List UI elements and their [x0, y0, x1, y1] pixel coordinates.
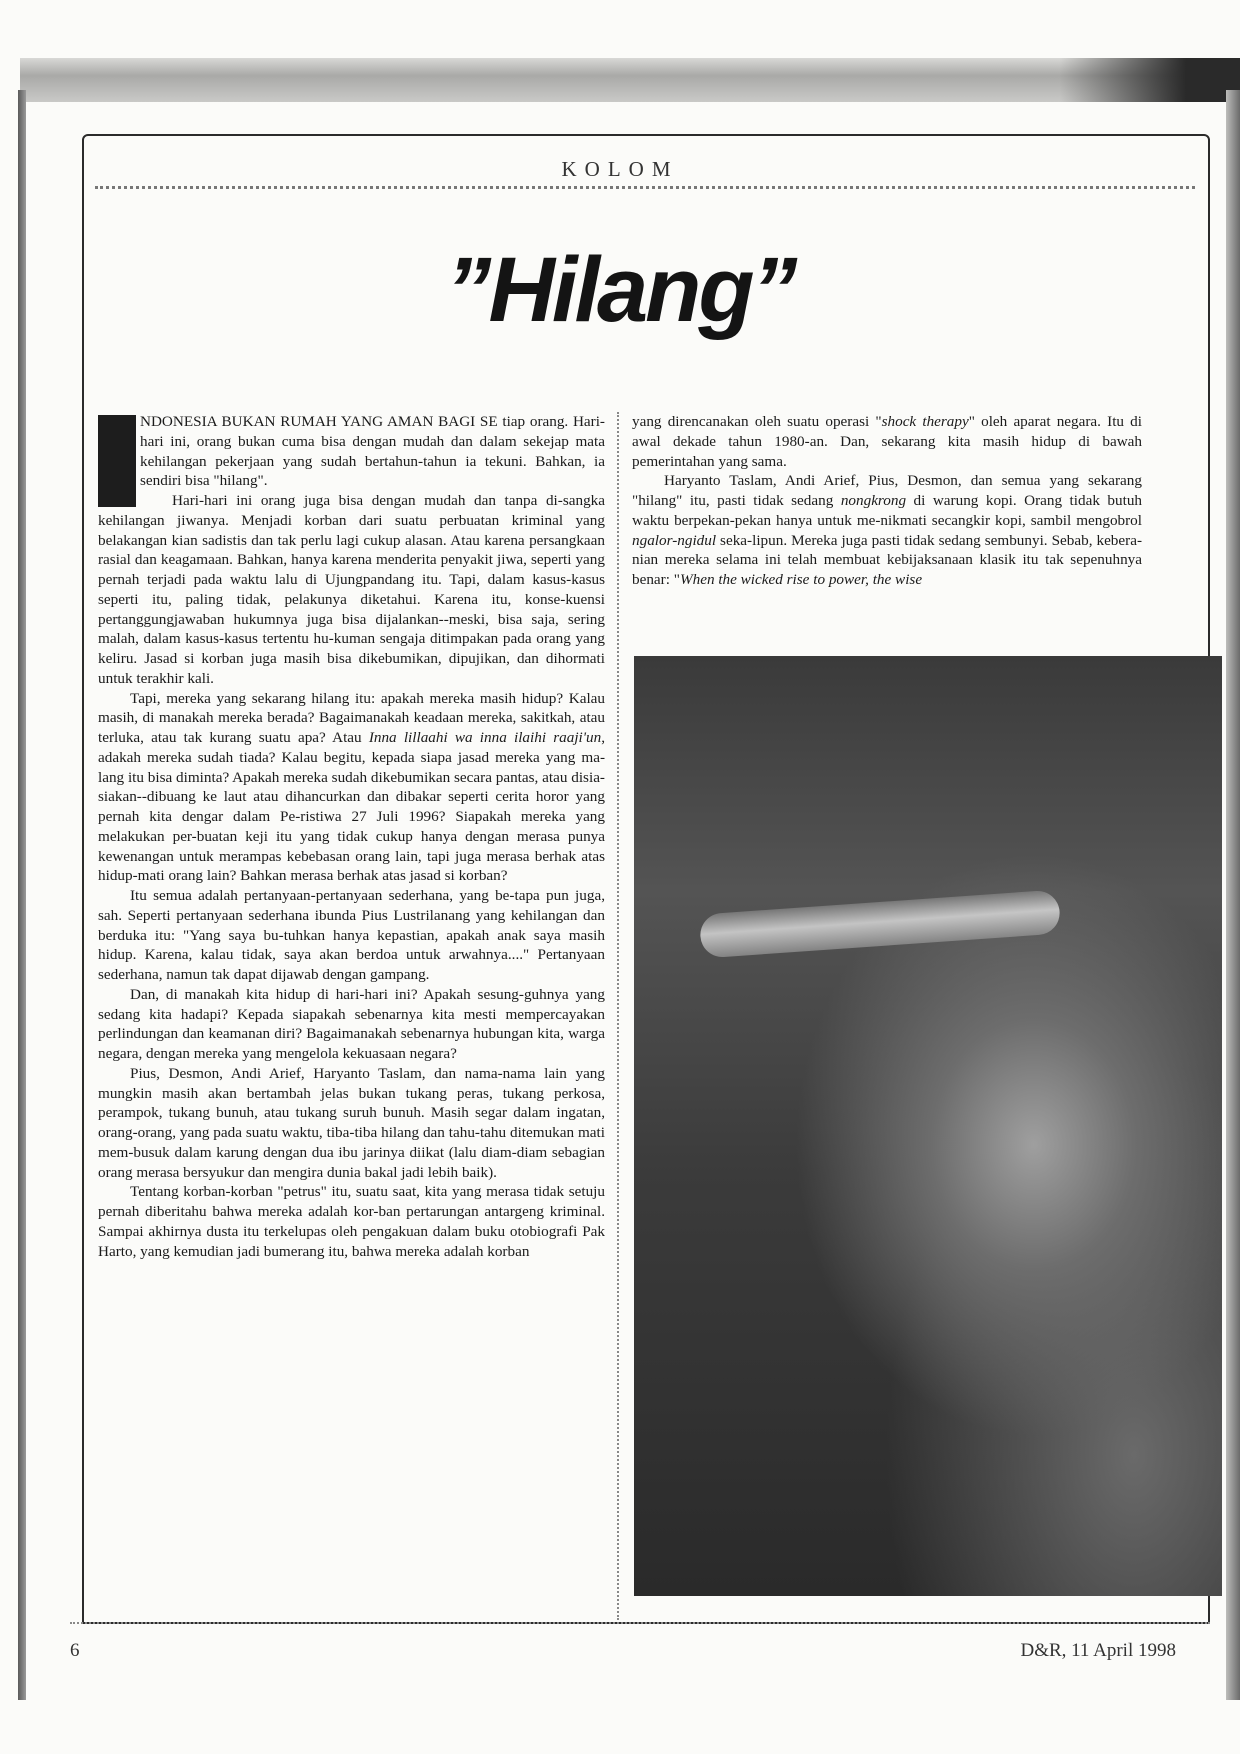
paragraph-6: Pius, Desmon, Andi Arief, Haryanto Taslam, dan nama-nama lain yang mungkin masih akan bertambah jelas bukan tukang peras, tukang perkosa, perampok, tukang bunuh, atau tukang suruh bunuh. Masih segar dalam ingatan, orang-orang, yang pada suatu waktu, tiba-tiba hilang dan tahu-tahu ditemukan mati mem-busuk dalam karung dengan dua ibu jarinya diikat (lalu diam-diam sebagian orang merasa bersyukur dan mengira dunia bakal jadi lebih baik). [98, 1064, 605, 1181]
paragraph-1: NDONESIA BUKAN RUMAH YANG AMAN BAGI SE tiap orang. Hari-hari ini, orang bukan cuma bisa dengan mudah dan dalam sekejap mata kehilangan pekerjaan yang sudah bertahun-tahun ia tekuni. Bahkan, ia sendiri bisa "hilang". [98, 412, 605, 491]
left-column [98, 412, 605, 1261]
page-number: 6 [70, 1640, 80, 1661]
header-divider [95, 186, 1195, 190]
scan-shadow-top [20, 58, 1240, 102]
paragraph-8: yang direncanakan oleh suatu operasi "shock therapy" oleh aparat negara. Itu di awal dekade tahun 1980-an. Dan, sekarang kita masih hidup di bawah pemerintahan yang sama. [632, 413, 1142, 470]
paragraph-7: Tentang korban-korban "petrus" itu, suatu saat, kita yang merasa tidak setuju pernah diberitahu bahwa mereka adalah kor-ban pertarungan antargeng kriminal. Sampai akhirnya dusta itu terkelupas oleh pengakuan dalam buku otobiografi Pak Harto, yang kemudian jadi bumerang itu, bahwa mereka adalah korban [98, 1183, 605, 1260]
paragraph-4: Itu semua adalah pertanyaan-pertanyaan sederhana, yang be-tapa pun juga, sah. Seperti pertanyaan sederhana ibunda Pius Lustrilanang yang kehilangan dan berduka itu: "Yang saya bu-tuhkan hanya kepastian, apakah anak saya masih hidup. Karena, kalau tidak, saya akan berdoa untuk arwahnya...." Pertanyaan sederhana, namun tak dapat dijawab dengan gampang. [98, 887, 605, 983]
publication-date: D&R, 11 April 1998 [1020, 1640, 1176, 1661]
section-label: KOLOM [561, 157, 679, 181]
drop-cap [98, 415, 136, 507]
column-divider [617, 412, 619, 1620]
paragraph-3: Tapi, mereka yang sekarang hilang itu: apakah mereka masih hidup? Kalau masih, di manakah mereka berada? Bagaimanakah keadaan mereka, sakitkah, atau terluka, atau tak kurang suatu apa? Atau Inna lillaahi wa inna ilaihi raaji'un, adakah mereka sudah tiada? Kalau begitu, kepada siapa jasad mereka yang ma-lang itu bisa diminta? Apakah mereka sudah dikebumikan secara pantas, atau disia-siakan--dibuang ke laut atau dihancurkan dan dibakar seperti cerita horor yang pernah kita dengar dalam Pe-ristiwa 27 Juli 1996? Siapakah mereka yang melakukan per-buatan keji itu yang tidak cukup hanya dengan merasa punya kewenangan untuk merampas kebebasan orang lain, tapi juga merasa berhak atas hidup-mati orang lain? Bahkan merasa berhak atas jasad si korban? [98, 689, 605, 885]
right-column [632, 412, 1142, 590]
paragraph-9: Haryanto Taslam, Andi Arief, Pius, Desmon, dan semua yang sekarang "hilang" itu, pasti tidak sedang nongkrong di warung kopi. Orang tidak butuh waktu berpekan-pekan hanya untuk me-nikmati secangkir kopi, sambil mengobrol ngalor-ngidul seka-lipun. Mereka juga pasti tidak sedang sembunyi. Sebab, kebera-nian mereka selama ini telah membuat kebijaksanaan klasik itu tak sepenuhnya benar: "When the wicked rise to power, the wise [632, 472, 1143, 588]
article-title: ”Hilang” [445, 239, 795, 341]
paragraph-5: Dan, di manakah kita hidup di hari-hari ini? Apakah sesung-guhnya yang sedang kita hadapi? Kepada siapakah sebenarnya kita mesti mempercayakan perlindungan dan keamanan diri? Bagaimanakah sebenarnya hubungan kita, warga negara, dengan mereka yang mengelola kekuasaan negara? [98, 985, 605, 1062]
footer-divider [70, 1622, 1210, 1624]
article-photo [634, 656, 1222, 1596]
paragraph-2: Hari-hari ini orang juga bisa dengan mudah dan tanpa di-sangka kehilangan jiwanya. Menjadi korban dari suatu perbuatan kriminal yang belakangan kian sadistis dan tak perlu lagi cukup alasan. Atau karena persangkaan rasial dan keagamaan. Bahkan, hanya karena menderita penyakit jiwa, seperti yang pernah terjadi pada waktu lalu di Ujungpandang itu. Tapi, dalam kasus-kasus seperti itu, paling tidak, pelakunya diketahui. Karena itu, konse-kuensi pertanggungjawaban hukumnya juga bisa dijalankan--meski, bisa saja, sering malah, dalam kasus-kasus tertentu hu-kuman sengaja ditimpakan pada orang yang keliru. Jasad si korban juga masih bisa dikebumikan, dipujikan, dan dihormati untuk terakhir kali. [98, 492, 605, 687]
